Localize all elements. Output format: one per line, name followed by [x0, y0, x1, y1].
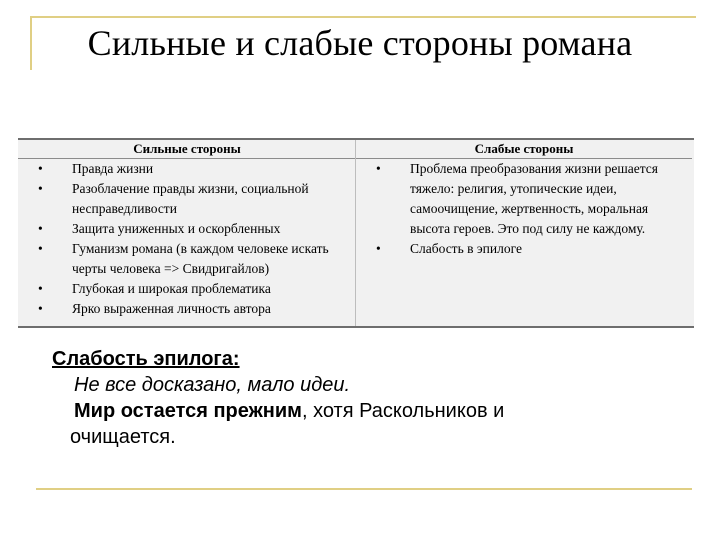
conclusion-line-1: Не все досказано, мало идеи.	[74, 374, 351, 396]
conclusion-line-2-rest: , хотя Раскольников и	[301, 400, 505, 422]
list-item: • Гуманизм романа (в каждом человеке искать черты человека => Свидригайлов)	[28, 239, 350, 279]
comparison-table	[18, 138, 694, 328]
list-item: • Правда жизни	[28, 159, 350, 179]
weaknesses-header: Слабые стороны	[356, 140, 692, 159]
strengths-header: Сильные стороны	[18, 140, 356, 159]
conclusion-line-3: очищается.	[70, 426, 176, 448]
decorative-top-line	[30, 16, 696, 18]
list-item: • Разоблачение правды жизни, социальной несправедливости	[28, 179, 350, 219]
conclusion-emphasis: Мир остается прежним	[74, 400, 302, 422]
list-item: • Ярко выраженная личность автора	[28, 299, 350, 319]
list-item: • Глубокая и широкая проблематика	[28, 279, 350, 299]
list-item: • Слабость в эпилоге	[366, 239, 688, 259]
conclusion-block	[52, 346, 672, 450]
list-item: • Защита униженных и оскорбленных	[28, 219, 350, 239]
weaknesses-list	[366, 159, 688, 259]
conclusion-line-2	[52, 398, 672, 424]
list-item: • Проблема преобразования жизни решается тяжело: религия, утопические идеи, самоочищение, жертвенность, моральная высота героев. Это под силу не каждому.	[366, 159, 688, 239]
column-divider	[355, 140, 356, 326]
conclusion-heading: Слабость эпилога:	[52, 348, 240, 370]
strengths-list	[28, 159, 350, 319]
decorative-bottom-line	[36, 488, 692, 490]
slide-title: Сильные и слабые стороны романа	[87, 23, 633, 63]
